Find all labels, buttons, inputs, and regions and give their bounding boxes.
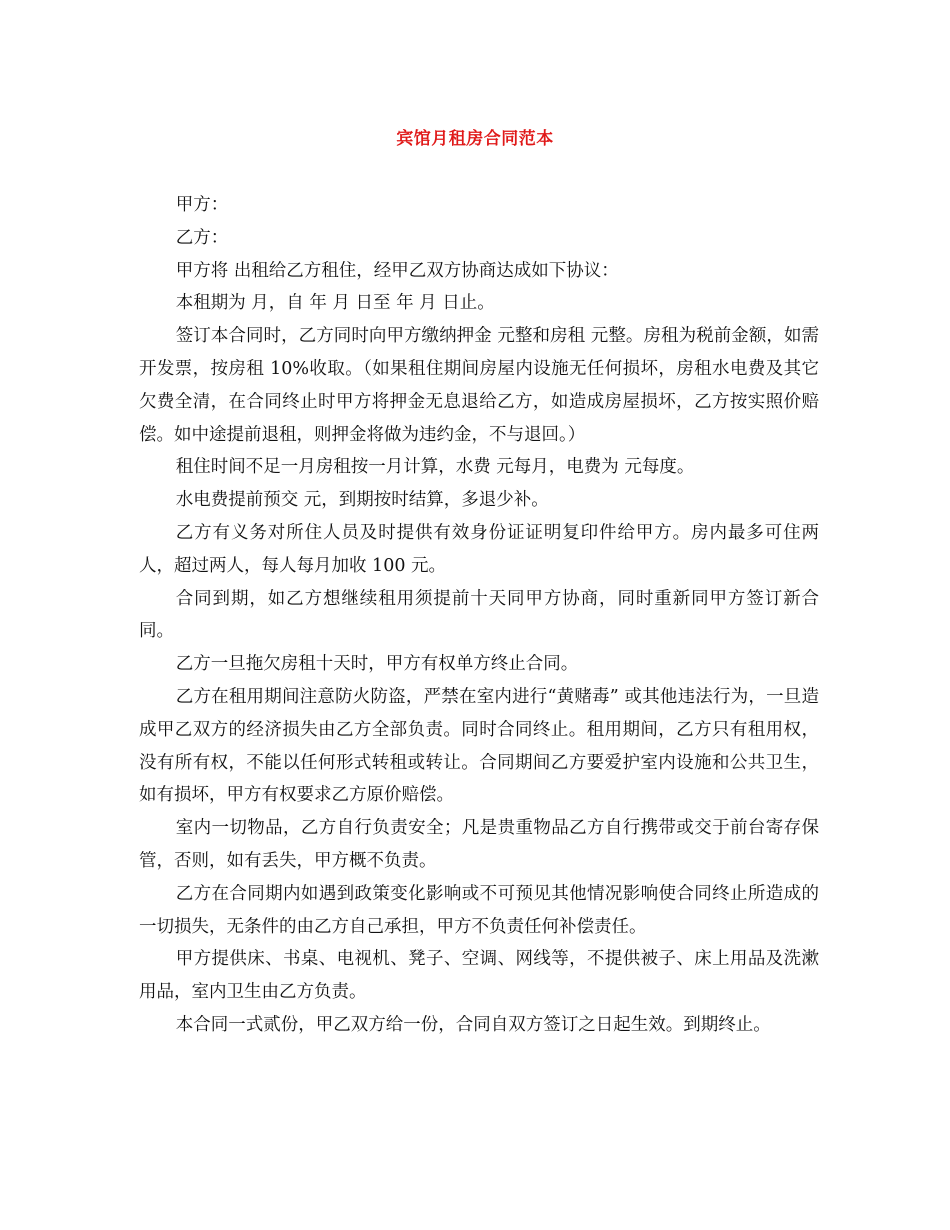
paragraph-copies: 本合同一式贰份，甲乙双方给一份，合同自双方签订之日起生效。到期终止。 — [175, 1014, 771, 1035]
paragraph-prepayment: 水电费提前预交 元，到期按时结算，多退少补。 — [175, 490, 549, 511]
paragraph-deposit: 签订本合同时，乙方同时向甲方缴纳押金 元整和房租 元整。房租为税前金额，如需开发票，按房租 10%收取。（如果租住期间房屋内设施无任何损坏，房租水电费及其它欠费全清，在合同终止时甲方将押金无息退给乙方，如造成房屋损坏，乙方按实照价赔偿。如中途提前退租，则押金将做为违约金，不与退回。） — [139, 326, 819, 445]
paragraph-furnishings: 甲方提供床、书桌、电视机、凳子、空调、网线等，不提供被子、床上用品及洗漱用品，室内卫生由乙方负责。 — [139, 949, 819, 1003]
paragraph-force-majeure: 乙方在合同期内如遇到政策变化影响或不可预见其他情况影响使合同终止所造成的一切损失，无条件的由乙方自己承担，甲方不负责任何补偿责任。 — [139, 883, 819, 937]
paragraph-party-a: 甲方： — [175, 195, 229, 215]
paragraph-safety: 乙方在租用期间注意防火防盗，严禁在室内进行“黄赌毒” 或其他违法行为，一旦造成甲乙双方的经济损失由乙方全部负责。同时合同终止。租用期间，乙方只有租用权，没有所有权，不能以任何形式转租或转让。合同期间乙方要爱护室内设施和公共卫生，如有损坏，甲方有权要求乙方原价赔偿。 — [139, 686, 820, 806]
paragraph-party-b: 乙方： — [175, 227, 229, 248]
paragraph-renewal: 合同到期，如乙方想继续租用须提前十天同甲方协商，同时重新同甲方签订新合同。 — [139, 588, 819, 642]
document-body — [139, 189, 819, 1042]
paragraph-belongings: 室内一切物品，乙方自行负责安全；凡是贵重物品乙方自行携带或交于前台寄存保管，否则，如有丢失，甲方概不负责。 — [139, 818, 819, 871]
paragraph-occupants: 乙方有义务对所住人员及时提供有效身份证证明复印件给甲方。房内最多可住两人，超过两人，每人每月加收 100 元。 — [139, 522, 819, 576]
paragraph-arrears: 乙方一旦拖欠房租十天时，甲方有权单方终止合同。 — [175, 654, 579, 675]
paragraph-lease-term: 本租期为 月，自 年 月 日至 年 月 日止。 — [175, 293, 495, 314]
document-title: 宾馆月租房合同范本 — [396, 129, 554, 149]
paragraph-utility-rates: 租住时间不足一月房租按一月计算，水费 元每月，电费为 元每度。 — [175, 457, 695, 478]
paragraph-agreement-intro: 甲方将 出租给乙方租住，经甲乙双方协商达成如下协议： — [175, 260, 619, 281]
